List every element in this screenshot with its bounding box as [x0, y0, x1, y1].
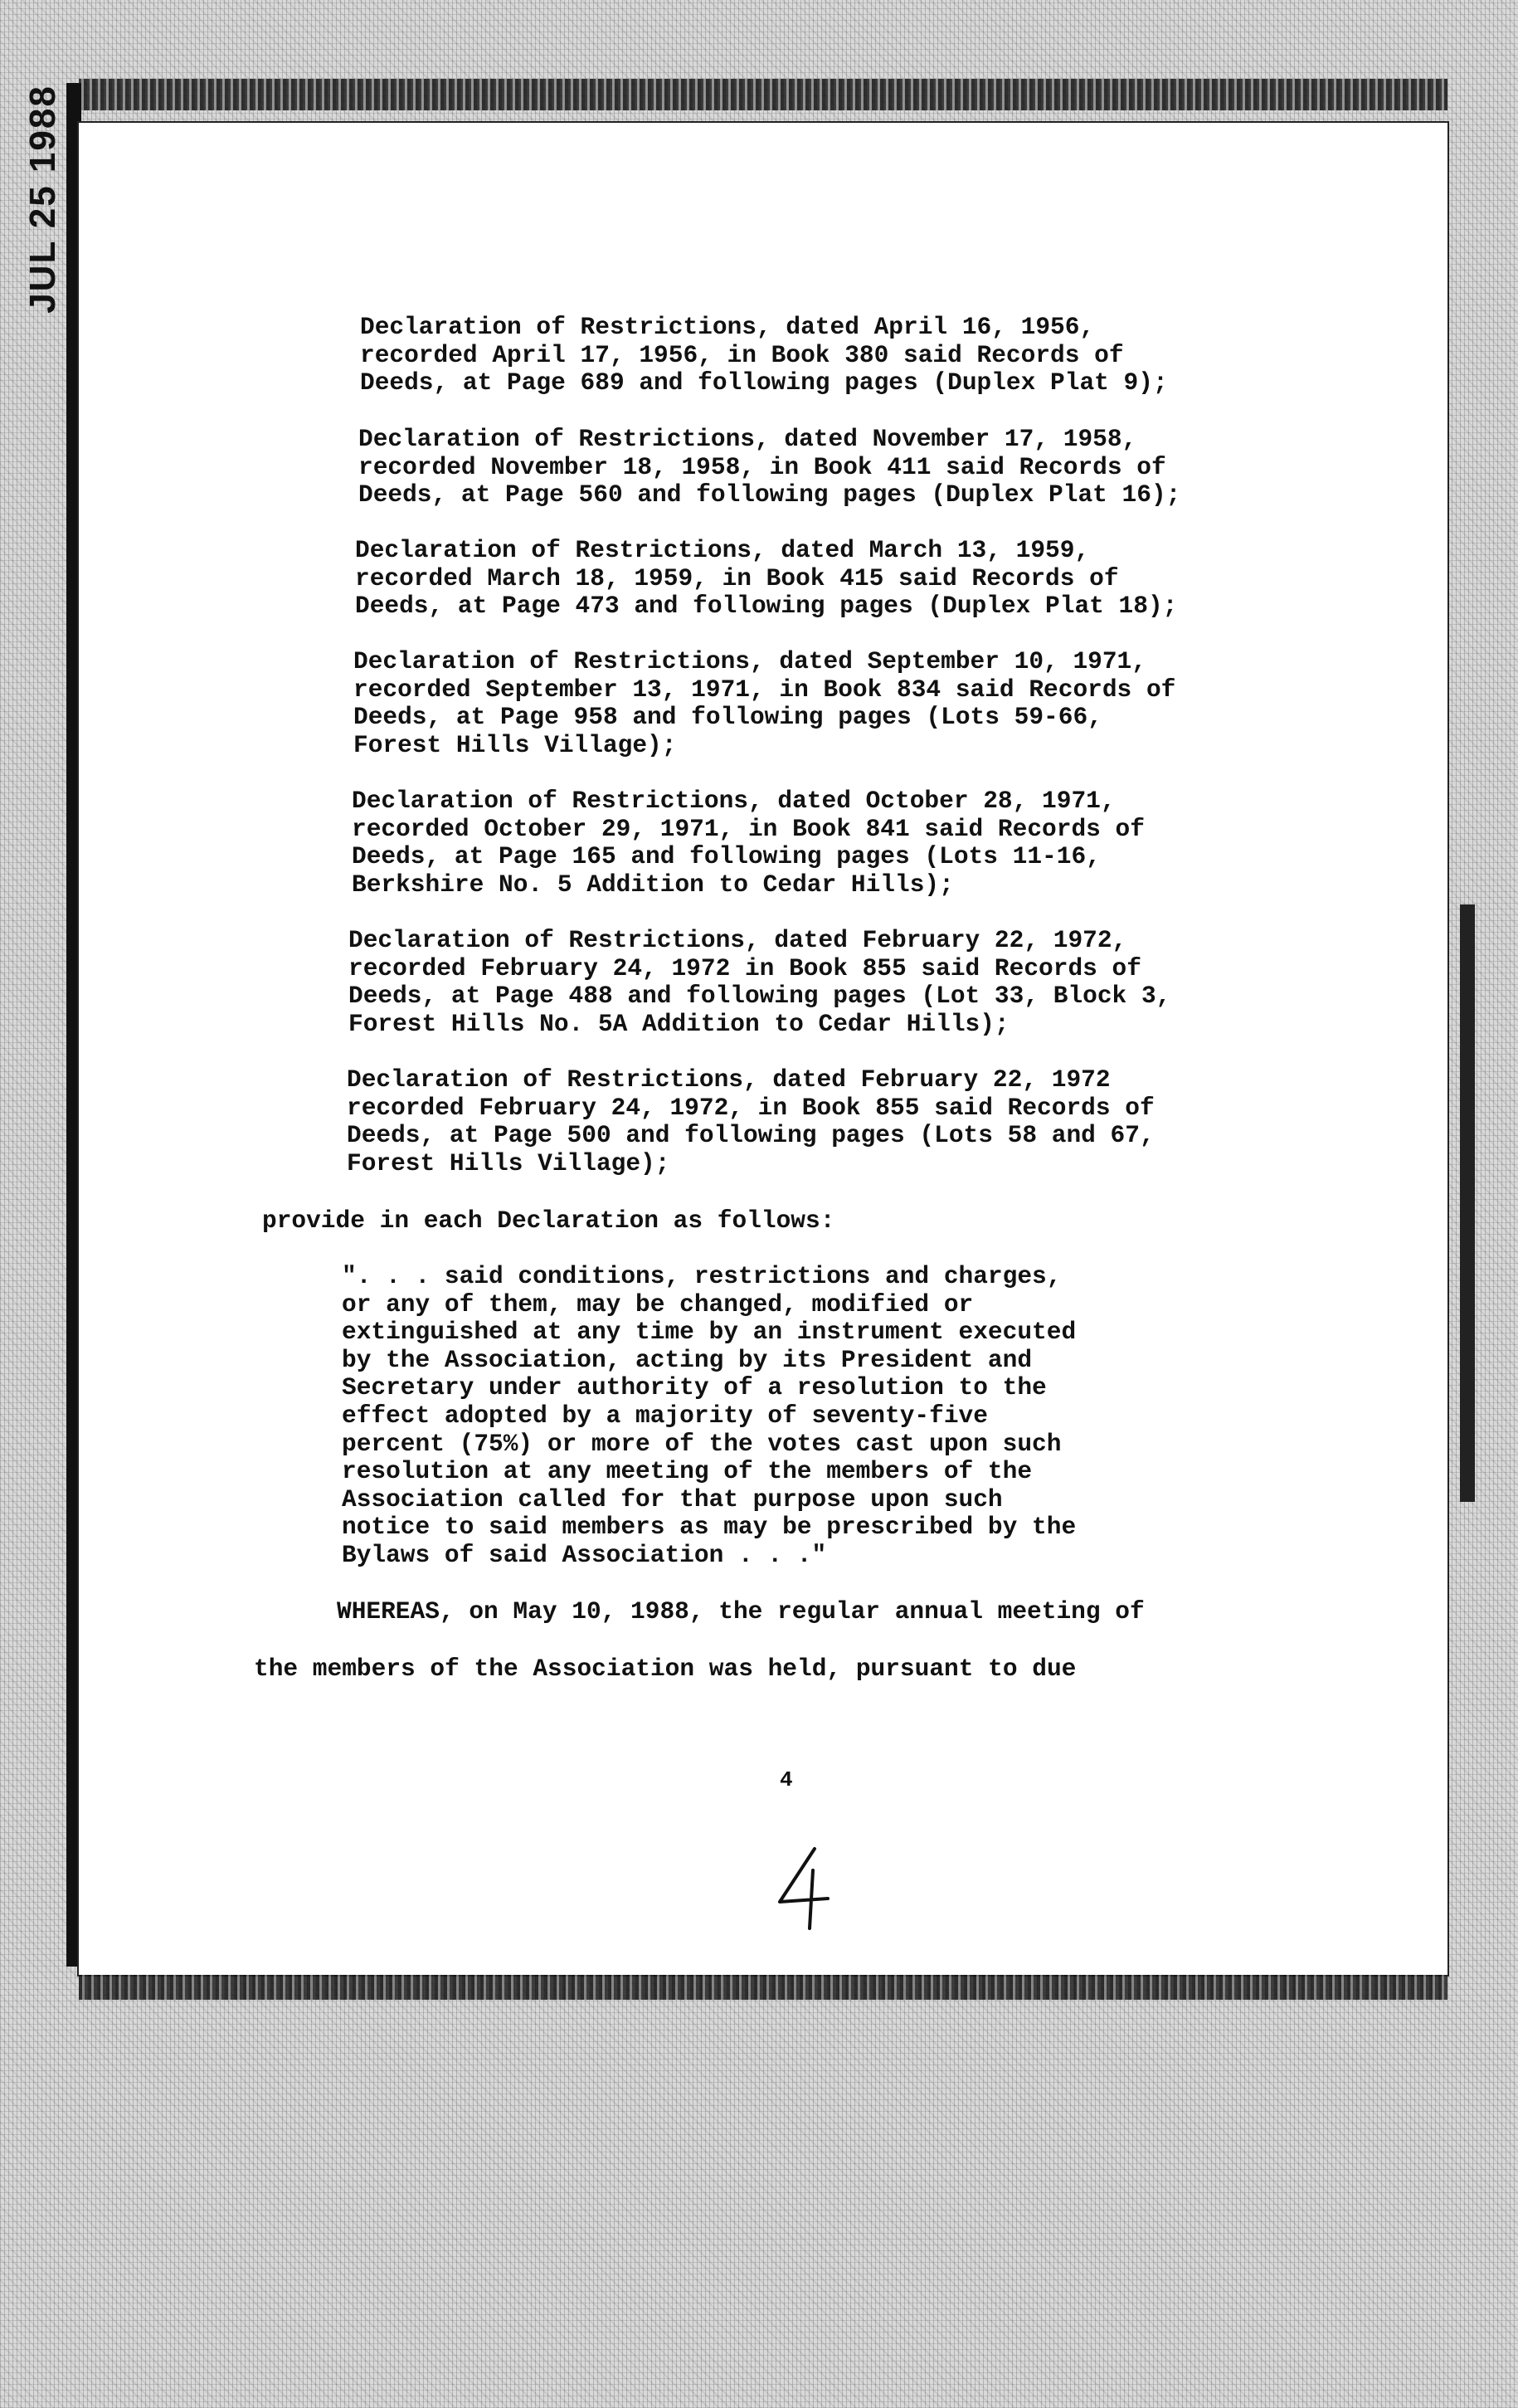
document-page — [79, 123, 1447, 1975]
received-date-stamp — [18, 85, 68, 314]
handwritten-page-number-four — [763, 1842, 838, 1933]
declaration-7: Declaration of Restrictions, dated February 22, 1972 recorded February 24, 1972, in Book 855 said Records of Deeds, at Page 500 and following pages (Lots 58 and 67, Forest Hills Village); — [347, 1065, 1155, 1177]
declaration-4: Declaration of Restrictions, dated September 10, 1971, recorded September 13, 1971, in Book 834 said Records of Deeds, at Page 958 and following pages (Lots 59-66, Forest Hills Village); — [353, 647, 1176, 759]
declaration-1: Declaration of Restrictions, dated April 16, 1956, recorded April 17, 1956, in Book 380 said Records of Deeds, at Page 689 and following pages (Duplex Plat 9); — [360, 313, 1168, 397]
whereas-line-1: WHEREAS, on May 10, 1988, the regular annual meeting of — [337, 1597, 1145, 1626]
declaration-2: Declaration of Restrictions, dated November 17, 1958, recorded November 18, 1958, in Book 411 said Records of Deeds, at Page 560 and following pages (Duplex Plat 16); — [358, 425, 1181, 509]
declaration-3: Declaration of Restrictions, dated March 13, 1959, recorded March 18, 1959, in Book 415 said Records of Deeds, at Page 473 and following pages (Duplex Plat 18); — [355, 536, 1178, 621]
quoted-provision: ". . . said conditions, restrictions and charges, or any of them, may be changed, modified or extinguished at any time by an instrument executed by the Association, acting by its President and Secretary under authority of a resolution to the effect adopted by a majority of seventy-five percent (75%) or more of the votes cast upon such resolution at any meeting of the members of the Association called for that purpose upon such notice to said members as may be prescribed by the Bylaws of said Association . . ." — [342, 1262, 1077, 1569]
scan-edge-bottom — [79, 1975, 1447, 2000]
declaration-6: Declaration of Restrictions, dated February 22, 1972, recorded February 24, 1972 in Book 855 said Records of Deeds, at Page 488 and following pages (Lot 33, Block 3, Forest Hills No. 5A Addition to Cedar Hills); — [348, 926, 1171, 1038]
provide-line: provide in each Declaration as follows: — [262, 1206, 835, 1235]
scan-edge-right — [1460, 904, 1475, 1502]
whereas-line-2: the members of the Association was held, pursuant to due — [254, 1655, 1077, 1683]
declaration-5: Declaration of Restrictions, dated October 28, 1971, recorded October 29, 1971, in Book 841 said Records of Deeds, at Page 165 and following pages (Lots 11-16, Berkshire No. 5 Addition to Cedar Hills); — [352, 787, 1145, 899]
stamp-date-text: JUL 25 1988 — [22, 85, 63, 314]
scan-edge-top — [79, 79, 1447, 110]
page-number: 4 — [780, 1767, 793, 1792]
